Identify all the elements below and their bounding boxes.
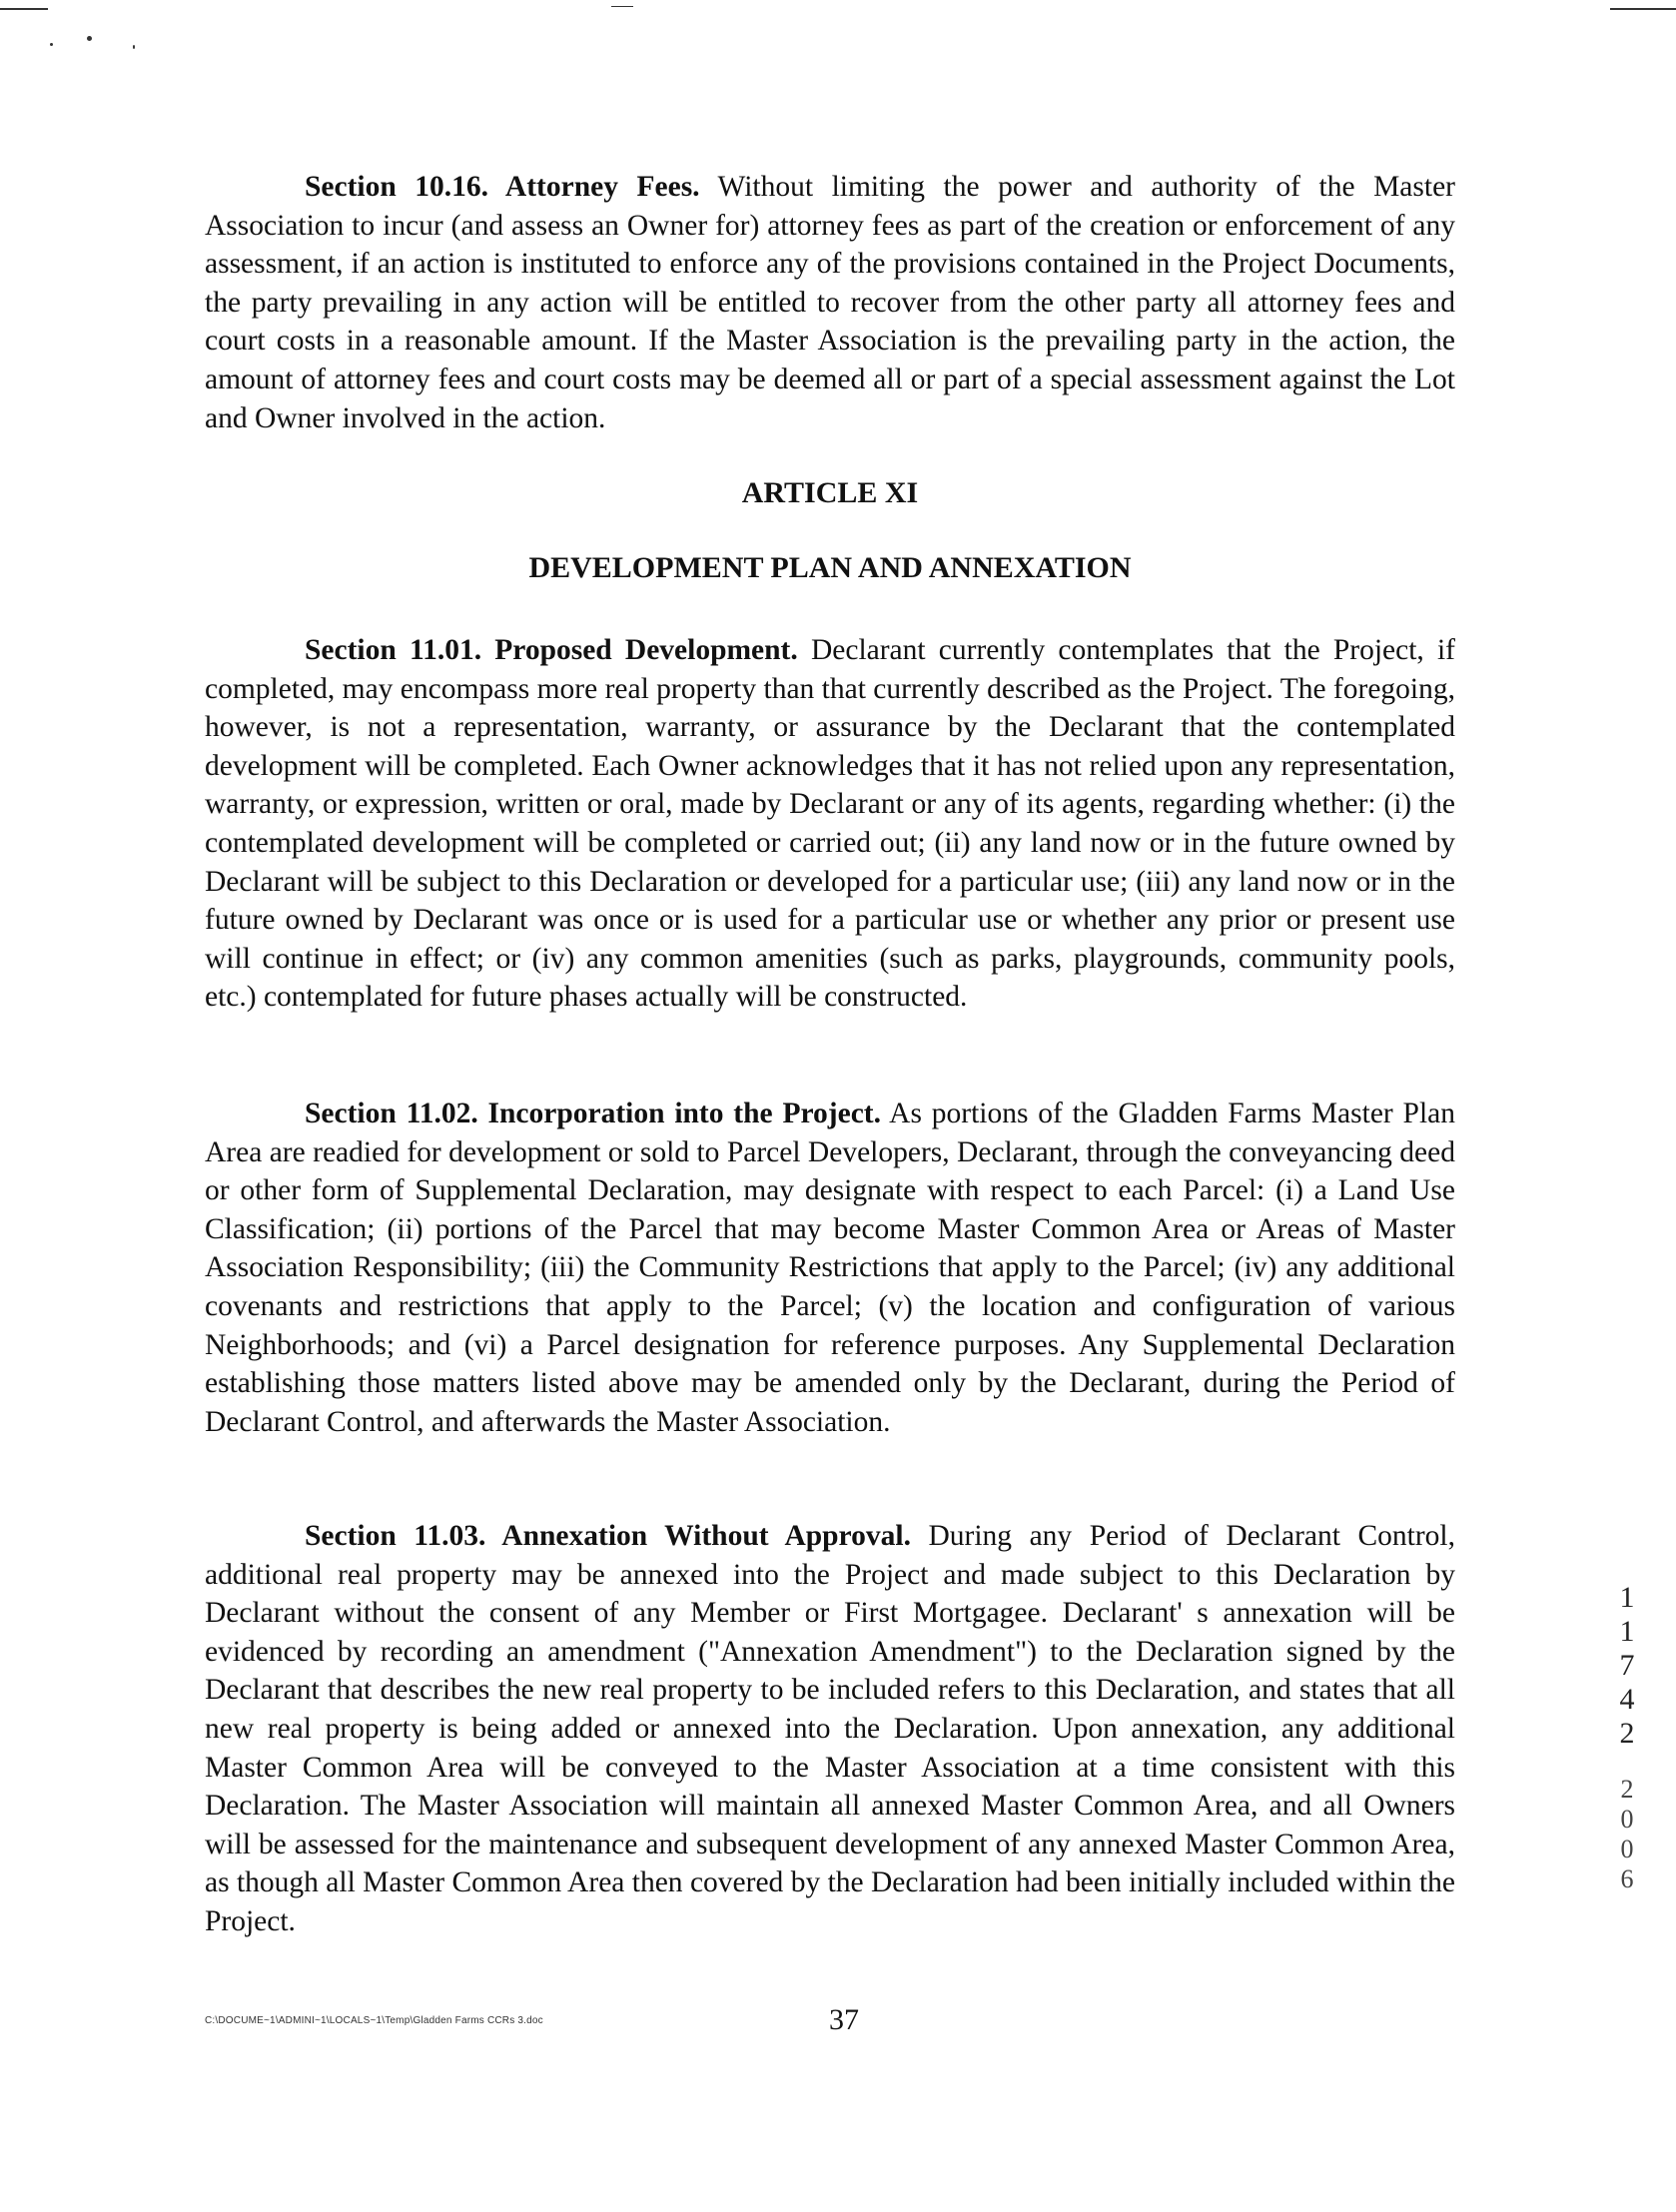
stamp-digit: 1	[1619, 1615, 1635, 1648]
stamp-digit: 0	[1620, 1835, 1634, 1863]
stamp-digit: 0	[1620, 1805, 1634, 1834]
stamp-digit: 1	[1619, 1581, 1635, 1614]
section-title: Section 10.16. Attorney Fees.	[305, 171, 700, 203]
article-number: ARTICLE XI	[741, 476, 919, 509]
scan-speck	[133, 45, 135, 49]
footer-file-path: C:\DOCUME~1\ADMINI~1\LOCALS~1\Temp\Gladden Farms CCRs 3.doc	[205, 2015, 543, 2026]
stamp-digit: 2	[1620, 1775, 1634, 1804]
article-title: DEVELOPMENT PLAN AND ANNEXATION	[528, 551, 1132, 584]
section-11-02	[205, 1095, 1455, 1441]
stamp-digit: 2	[1619, 1717, 1635, 1750]
section-title: Section 11.02. Incorporation into the Project.	[305, 1098, 881, 1129]
scan-edge-mark	[611, 6, 633, 7]
stamp-digit: 6	[1620, 1864, 1634, 1893]
section-body: During any Period of Declarant Control, additional real property may be annexed into the Project and made subject to this Declaration by Declarant without the consent of any Member or First Mortgagee. Declarant' s annexation will be evidenced by recording an amendment ("Annexation Amendment") to the Declaration signed by the Declarant that describes the new real property to be included refers to this Declaration, and states that all new real property is being added or annexed into the Declaration. Upon annexation, any additional Master Common Area will be conveyed to the Master Association at a time consistent with this Declaration. The Master Association will maintain all annexed Master Common Area, and all Owners will be assessed for the maintenance and subsequent development of any annexed Master Common Area, as though all Master Common Area then covered by the Declaration had been initially included within the Project.	[205, 1520, 1456, 1937]
stamp-digit: 4	[1619, 1683, 1635, 1716]
stamp-digit: 7	[1619, 1649, 1635, 1682]
section-11-01	[205, 631, 1455, 1017]
scan-edge-mark	[1610, 8, 1676, 10]
section-body: As portions of the Gladden Farms Master Plan Area are readied for development or sold to Parcel Developers, Declarant, through the conveyancing deed or other form of Supplemental Declaration, may designate with respect to each Parcel: (i) a Land Use Classification; (ii) portions of the Parcel that may become Master Common Area or Areas of Master Association Responsibility; (iii) the Community Restrictions that apply to the Parcel; (iv) any additional covenants and restrictions that apply to the Parcel; (v) the location and configuration of various Neighborhoods; and (vi) a Parcel designation for reference purposes. Any Supplemental Declaration establishing those matters listed above may be amended only by the Declarant, during the Period of Declarant Control, and afterwards the Master Association.	[205, 1098, 1455, 1438]
section-11-03	[205, 1517, 1455, 1941]
scan-edge-mark	[0, 8, 48, 10]
recording-stamp	[1615, 1581, 1639, 1894]
section-body: Without limiting the power and authority of the Master Association to incur (and assess an Owner for) attorney fees as part of the creation or enforcement of any assessment, if an action is instituted to enforce any of the provisions contained in the Project Documents, the party prevailing in any action will be entitled to recover from the other party all attorney fees and court costs in a reasonable amount. If the Master Association is the prevailing party in the action, the amount of attorney fees and court costs may be deemed all or part of a special assessment against the Lot and Owner involved in the action.	[205, 171, 1455, 434]
stamp-gap	[1615, 1751, 1639, 1775]
section-title: Section 11.03. Annexation Without Approval.	[305, 1520, 911, 1552]
scan-speck	[50, 43, 53, 46]
scan-speck	[87, 36, 92, 41]
section-body: Declarant currently contemplates that the Project, if completed, may encompass more real property than that currently described as the Project. The foregoing, however, is not a representation, warranty, or assurance by the Declarant that the contemplated development will be completed. Each Owner acknowledges that it has not relied upon any representation, warranty, or expression, written or oral, made by Declarant or any of its agents, regarding whether: (i) the contemplated development will be completed or carried out; (ii) any land now or in the future owned by Declarant will be subject to this Declaration or developed for a particular use; (iii) any land now or in the future owned by Declarant was once or is used for a particular use or whether any prior or present use will continue in effect; or (iv) any common amenities (such as parks, playgrounds, community pools, etc.) contemplated for future phases actually will be constructed.	[205, 634, 1456, 1014]
page-number: 37	[829, 2003, 859, 2036]
section-title: Section 11.01. Proposed Development.	[305, 634, 798, 666]
section-10-16	[205, 168, 1455, 437]
